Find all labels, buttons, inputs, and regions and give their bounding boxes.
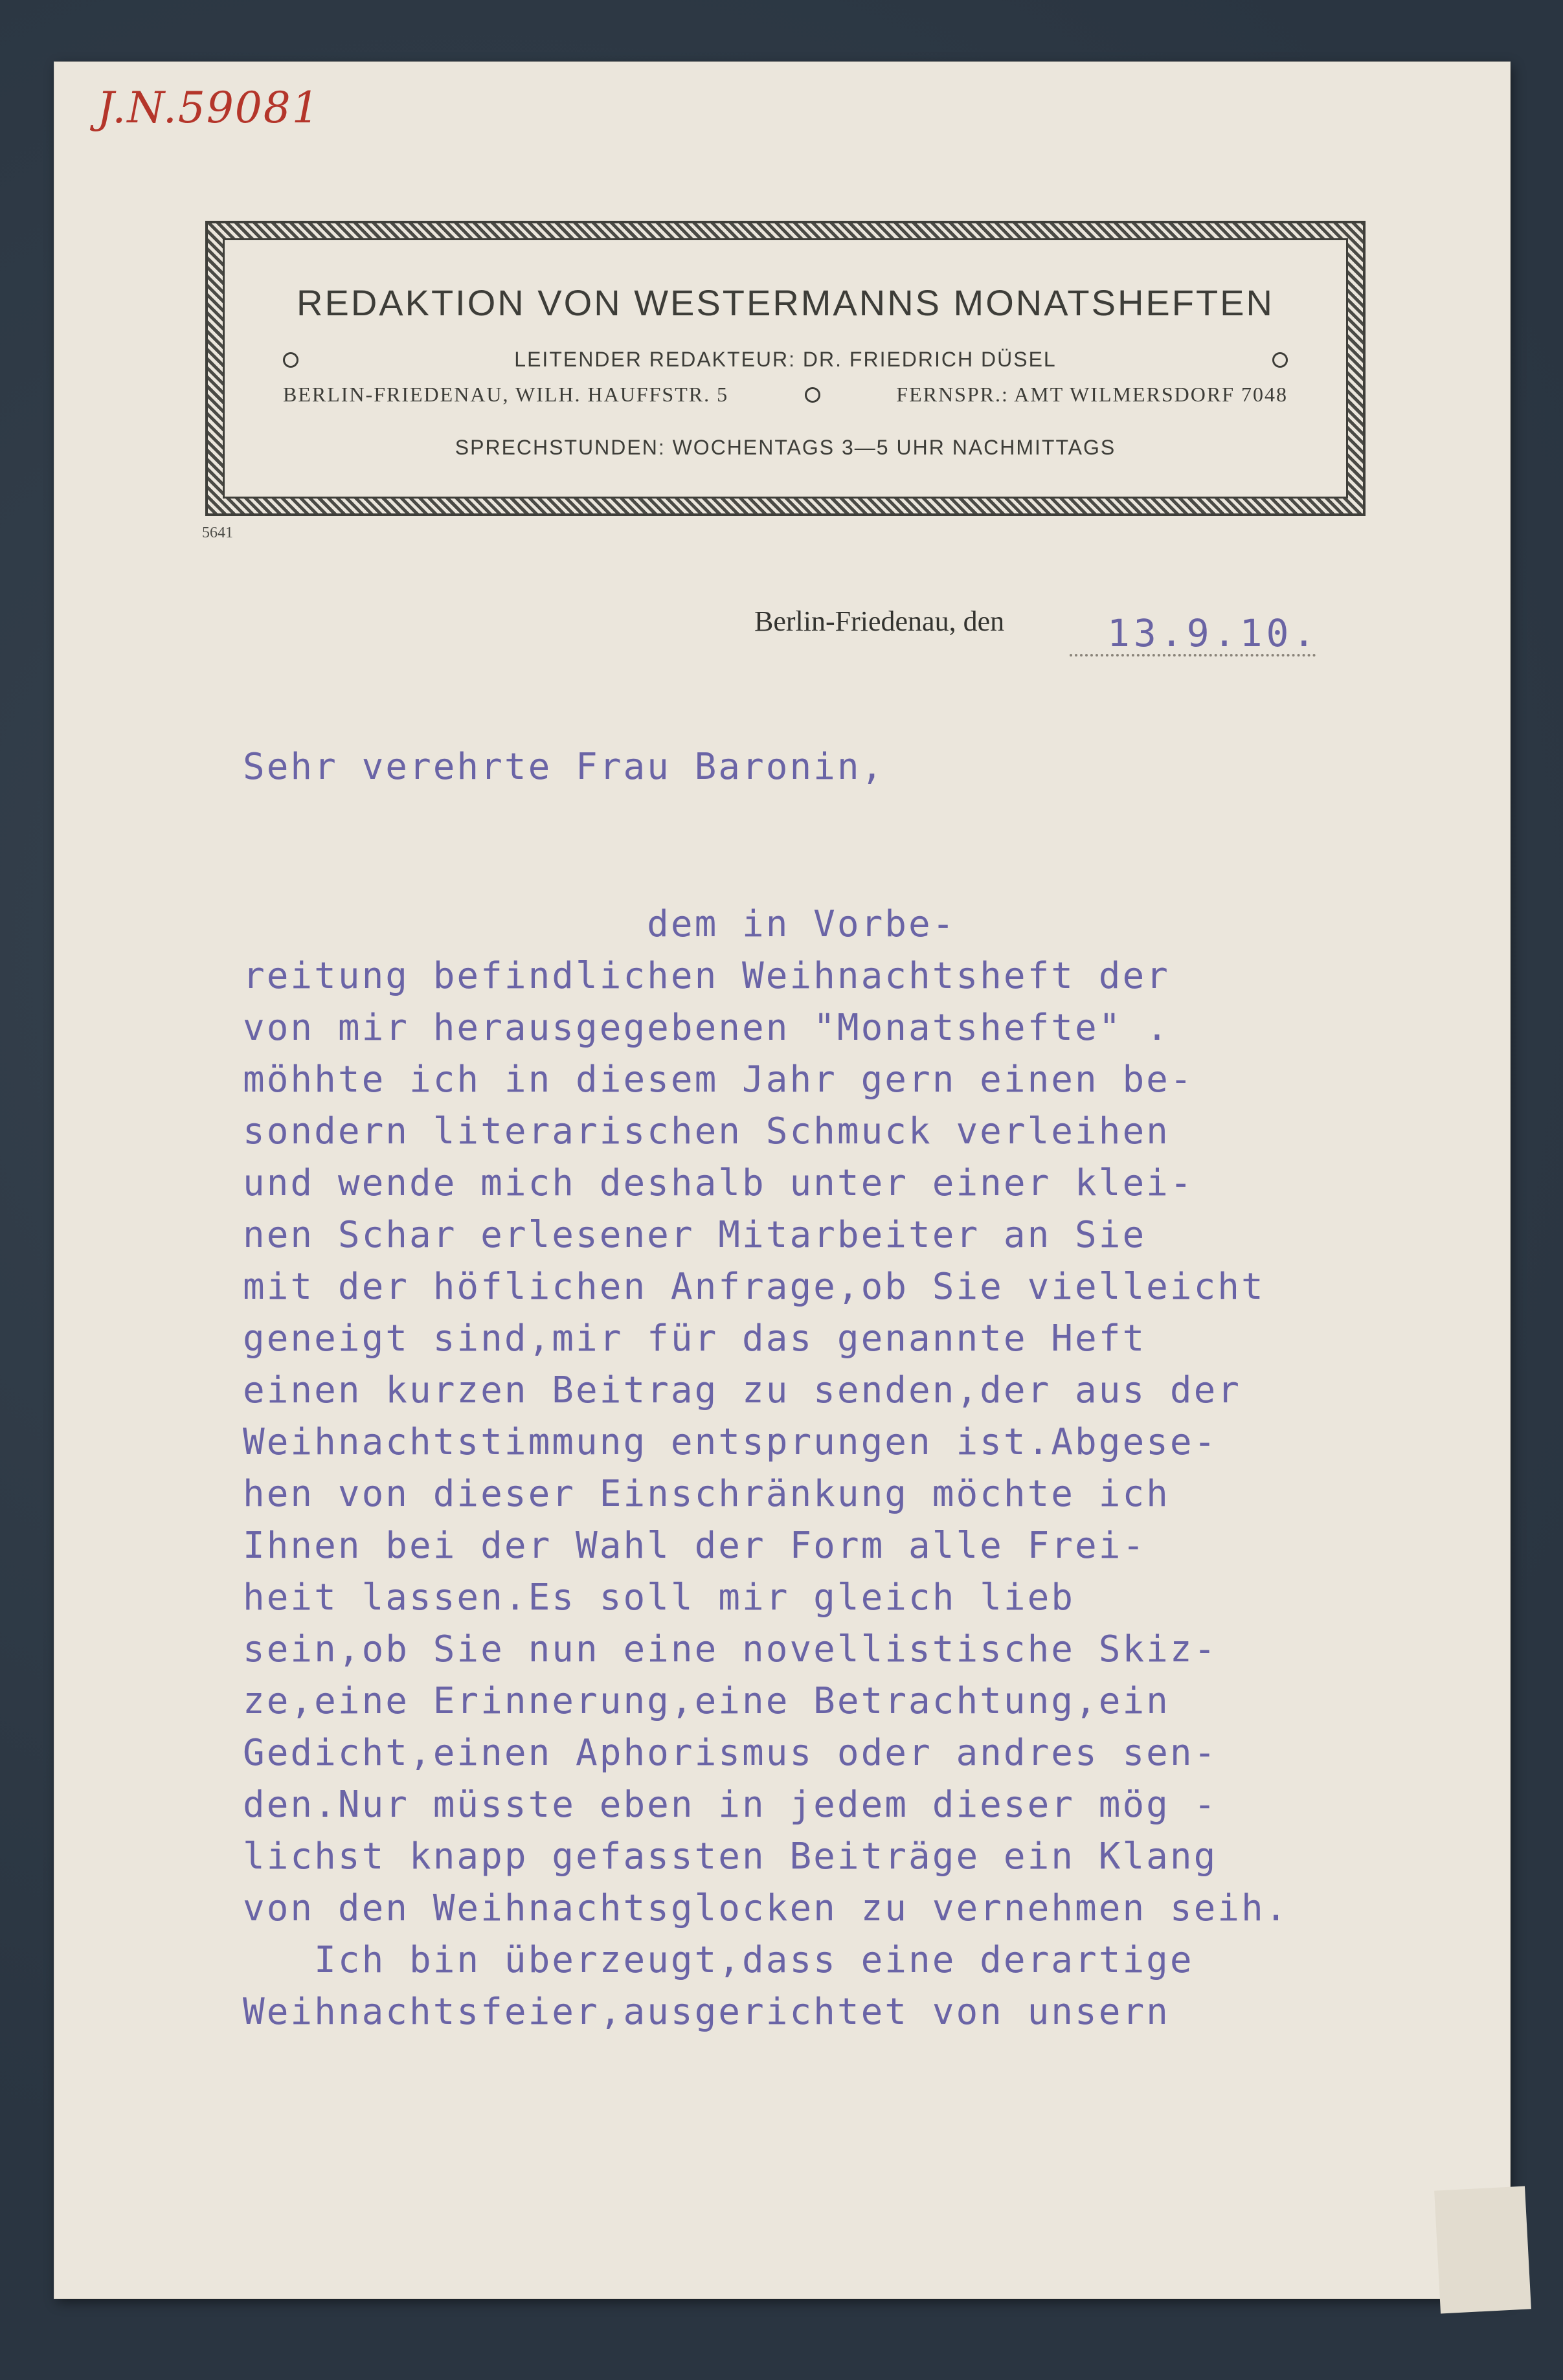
archive-number: J.N.59081 — [97, 83, 320, 133]
body-line: ze,eine Erinnerung,eine Betrachtung,ein — [243, 1680, 1170, 1722]
body-line: Ich bin überzeugt,dass eine derartige — [243, 1939, 1194, 1981]
letterhead-title: REDAKTION VON WESTERMANNS MONATSHEFTEN — [297, 282, 1274, 323]
body-line: geneigt sind,mir für das genannte Heft — [243, 1318, 1147, 1360]
body-line: nen Schar erlesener Mitarbeiter an Sie — [243, 1214, 1147, 1256]
body-line: Weihnachtstimmung entsprungen ist.Abgese- — [243, 1421, 1218, 1463]
body-line: heit lassen.Es soll mir gleich lieb — [243, 1577, 1075, 1619]
circle-ornament-icon — [805, 387, 820, 403]
body-line: mit der höflichen Anfrage,ob Sie vielleicht — [243, 1266, 1265, 1308]
body-line: und wende mich deshalb unter einer klei- — [243, 1162, 1194, 1204]
paper-corner — [1434, 2186, 1531, 2313]
letterhead-hours-line — [283, 436, 1288, 460]
form-number: 5641 — [202, 524, 233, 541]
letterhead-phone: FERNSPR.: AMT WILMERSDORF 7048 — [896, 383, 1288, 406]
letter-date: 13.9.10. — [1107, 611, 1320, 655]
letterhead-hours: SPRECHSTUNDEN: WOCHENTAGS 3—5 UHR NACHMITTAGS — [455, 436, 1116, 459]
body-line: dem in Vorbe- — [243, 903, 956, 945]
letterhead-contact-line — [283, 383, 1288, 407]
letterhead-frame — [223, 238, 1348, 499]
letterhead-editor: LEITENDER REDAKTEUR: DR. FRIEDRICH DÜSEL — [514, 348, 1057, 371]
body-line: hen von dieser Einschränkung möchte ich — [243, 1473, 1170, 1515]
body-line: Weihnachtsfeier,ausgerichtet von unsern — [243, 1991, 1170, 2033]
body-line: von den Weihnachtsglocken zu vernehmen seih. — [243, 1887, 1289, 1929]
salutation: Sehr verehrte Frau Baronin, — [243, 746, 885, 788]
body-line: Ihnen bei der Wahl der Form alle Frei- — [243, 1525, 1147, 1567]
body-line: von mir herausgegebenen "Monatshefte" . — [243, 1007, 1170, 1049]
body-line: den.Nur müsste eben in jedem dieser mög - — [243, 1784, 1218, 1826]
circle-ornament-icon — [1272, 352, 1288, 368]
body-line: sein,ob Sie nun eine novellistische Skiz- — [243, 1628, 1218, 1670]
letterhead-editor-line — [283, 348, 1288, 372]
date-dotted-line — [1070, 654, 1316, 657]
circle-ornament-icon — [283, 352, 298, 368]
body-line: einen kurzen Beitrag zu senden,der aus der — [243, 1369, 1242, 1411]
body-line: Gedicht,einen Aphorismus oder andres sen- — [243, 1732, 1218, 1774]
place-label: Berlin-Friedenau, den — [754, 605, 1005, 637]
body-line: lichst knapp gefassten Beiträge ein Klang — [243, 1836, 1218, 1878]
letterhead — [206, 221, 1365, 515]
letter-body — [243, 899, 1288, 2038]
body-line: sondern literarischen Schmuck verleihen — [243, 1110, 1170, 1152]
letterhead-address: BERLIN-FRIEDENAU, WILH. HAUFFSTR. 5 — [283, 383, 729, 406]
body-line: reitung befindlichen Weihnachtsheft der — [243, 955, 1170, 997]
body-line: möhhte ich in diesem Jahr gern einen be- — [243, 1059, 1194, 1101]
